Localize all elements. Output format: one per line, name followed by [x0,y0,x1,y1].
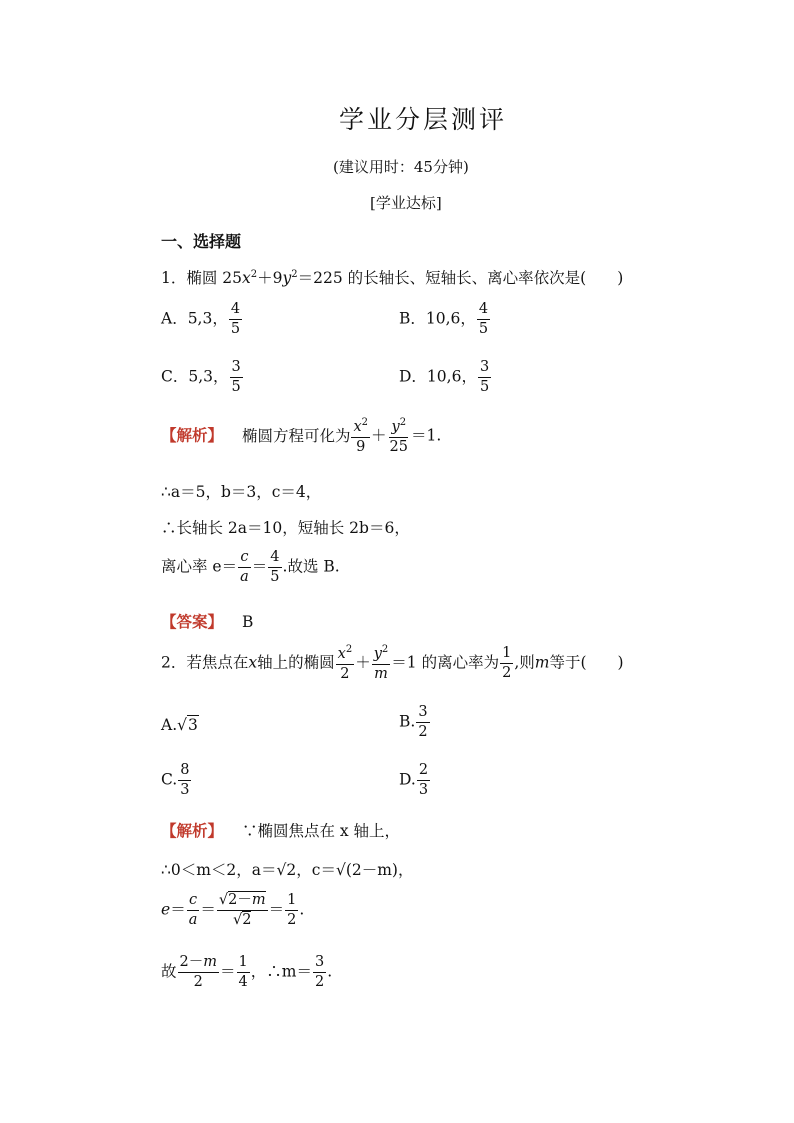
q2-analysis-line2: ∴0＜m＜2，a＝√2，c＝√(2－m)， [161,861,414,879]
analysis-tag: 【解析】 [161,821,224,840]
q1-option-b [399,302,491,337]
q1-option-c [161,360,244,395]
q2-stem: 2．若焦点在x轴上的椭圆 $\frac{x^2}{2}$ ＋ $\frac{y^2}{m}$ ＝1 的离心率为 $\frac{1}{2}$ ,则m等于( ) [161,644,624,683]
q1-stem: 1．椭圆 $25x^2+9y^2=225$ 的长轴长、短轴长、离心率依次是( ) [161,268,624,287]
eccentricity-label: 离心率 e＝ [161,557,238,576]
page-title: 学业分层测评 [339,105,508,134]
q1-option-b-label: B．10,6， [399,309,476,328]
q2-option-d: D. $\frac{2}{3}$ [399,762,429,799]
q2-analysis-line4: 故 $\frac{2-m}{2}$ ＝ $\frac{1}{4}$ ，∴m＝ $\frac{3}{2}$ . [161,954,333,991]
part-heading: 一、选择题 [161,232,242,251]
q1-stem-suffix: 的长轴长、短轴长、离心率依次是( ) [347,269,624,287]
q1-answer [161,610,253,632]
suggested-time: (建议用时：45分钟) [333,158,469,176]
answer-value: B [241,613,254,631]
analysis-text: ∵椭圆焦点在 x 轴上， [241,822,401,840]
q2-stem-e: 等于( ) [549,653,624,672]
q2-option-a: A.√3 [161,716,198,734]
frac-num: 4 [477,302,490,320]
answer-tag: 【答案】 [161,612,224,631]
q2-option-a-label: A. [161,716,178,734]
q1-option-a-label: A．5,3， [161,309,228,328]
q1-option-a [161,302,243,337]
q2-option-c-label: C. [161,770,178,789]
frac-den: 5 [231,379,241,396]
q1-option-d [399,360,492,395]
frac-num: 4 [229,302,242,320]
q1-analysis-line4: 离心率 e＝ $\frac{c}{a}$ ＝ $\frac{4}{5}$ .故选 B. [161,549,340,586]
q2-stem-mid: 轴上的椭圆 [257,653,335,672]
frac-num: 3 [230,360,243,378]
q1-analysis-line3: ∴长轴长 2a＝10，短轴长 2b＝6， [161,519,410,537]
q1-analysis: 【解析】 椭圆方程可化为 $\frac{x^2}{9}$ ＋ $\frac{y^2}{25}$ ＝1. [161,417,442,456]
analysis-tag: 【解析】 [161,425,224,445]
q1-analysis-line2: ∴a＝5，b＝3，c＝4， [161,483,322,501]
analysis-text: 椭圆方程可化为 [241,426,351,445]
q2-option-c: C. $\frac{8}{3}$ [161,762,190,799]
q2-stem-d: 则 [519,653,535,672]
q2-analysis-line3: e＝ $\frac{c}{a}$ ＝ $\frac{√2-m}{√2}$ ＝ $\frac{1}{2}$ . [161,892,305,929]
frac-num: 3 [478,360,491,378]
analysis-conclusion: 故选 B. [287,557,340,576]
q1-stem-prefix: 1．椭圆 25 [161,269,243,287]
frac-den: 5 [478,321,489,338]
q2-option-d-label: D. [399,770,416,789]
q2-option-b-label: B. [399,712,416,731]
q2-analysis [161,819,400,841]
frac-den: 5 [230,321,241,338]
q1-option-d-label: D．10,6， [399,367,477,386]
result-label: ∴m＝ [266,962,312,981]
q2-stem-c: ＝1 的离心率为 [391,653,500,672]
q2-stem-prefix: 2．若焦点在 [161,653,249,672]
q2-option-b: B. $\frac{3}{2}$ [399,704,428,741]
section-label: [学业达标] [370,194,442,212]
q1-option-c-label: C．5,3， [161,367,229,386]
frac-den: 5 [479,379,490,396]
therefore-label: 故 [161,962,177,981]
